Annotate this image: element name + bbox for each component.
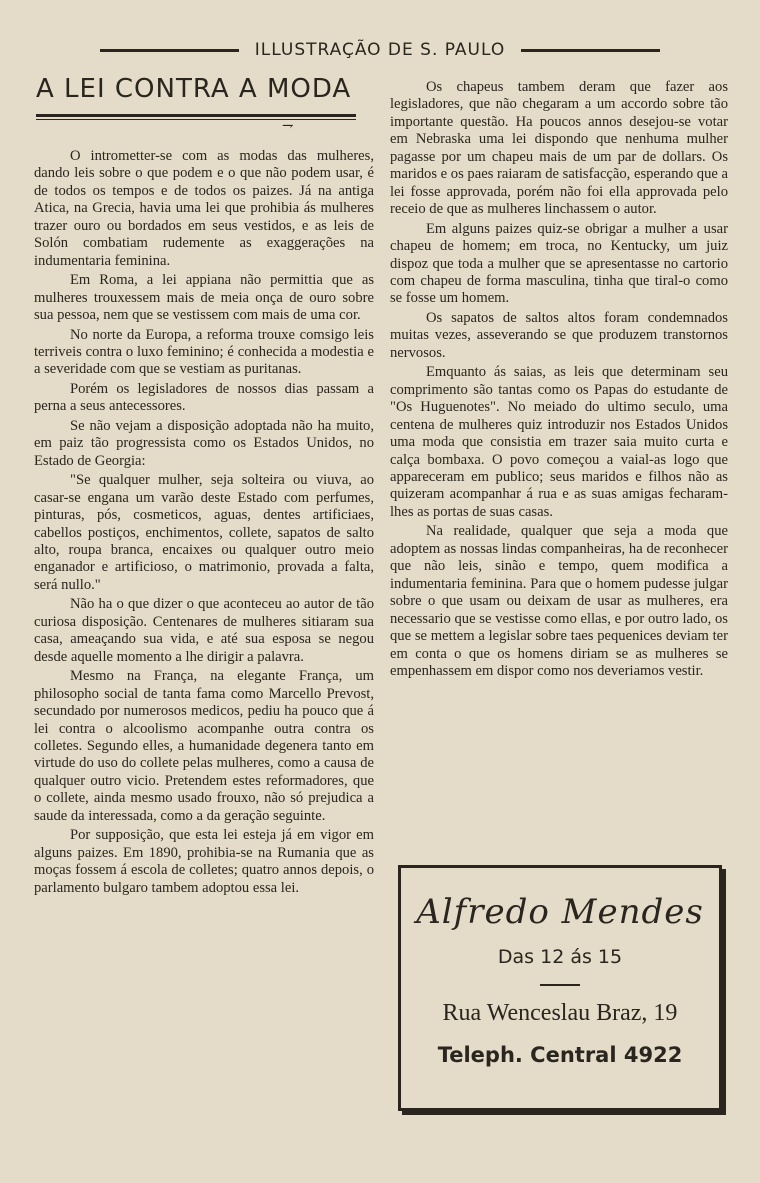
advertisement-box	[398, 865, 722, 1111]
paragraph: Porém os legisladores de nossos dias passam a perna a seus antecessores.	[34, 380, 374, 415]
title-underline-thin	[36, 119, 356, 120]
ad-hours: Das 12 ás 15	[497, 946, 623, 968]
running-header	[100, 38, 660, 62]
left-column	[34, 148, 374, 899]
paragraph: Os sapatos de saltos altos foram condemnados muitas vezes, asseverando se que produzem transtornos nervosos.	[390, 309, 728, 361]
right-column	[390, 79, 728, 682]
paragraph: Se não vejam a disposição adoptada não ha muito, em paiz tão progressista como os Estados Unidos, no Estado de Georgia:	[34, 417, 374, 469]
ad-address: Rua Wenceslau Braz, 19	[442, 1000, 678, 1026]
title-underline	[36, 114, 356, 117]
ad-phone: Teleph. Central 4922	[437, 1043, 683, 1067]
header-rule-right	[521, 49, 660, 52]
paragraph: Os chapeus tambem deram que fazer aos legisladores, que não chegaram a um accordo sobre tão importante questão. Ha poucos annos desejou-se votar em Nebraska uma lei dispondo que nenhuma mulher pagasse por um chapeu mais de um par de dollars. Os maridos e os paes raiaram de satisfacção, esperando que a lei fosse approvada, porém não foi ella approvada pelo receio de que as mulheres linchassem o autor.	[390, 79, 728, 218]
article-title: A LEI CONTRA A MODA	[36, 74, 352, 104]
paragraph: Na realidade, qualquer que seja a moda que adoptem as nossas lindas companheiras, ha de reconhecer que não leis, sinão e tempo, quem modifica a indumentaria feminina. Para que o homem pudesse julgar sobre o que usam ou deixam de usar as mulheres, era necessario que se vestisse como ellas, e por outro lado, os que se mettem a legislar sobre taes pequenices deviam ter em conta o que os homens diriam se as mulheres se empenhassem em dispor como nos deveriamos vestir.	[390, 523, 728, 679]
ad-divider	[540, 984, 580, 986]
quoted-law: "Se qualquer mulher, seja solteira ou viuva, ao casar-se engana um varão deste Estado com perfumes, pinturas, pós, cosmeticos, aguas, dentes artificiaes, cabellos postiços, enchimentos, collete, sapatos de salto alto, roupa branca, encaixes ou qualquer outro meio enganador e artificioso, o matrimonio, provada a falta, será nullo."	[34, 472, 374, 593]
ad-name: Alfredo Mendes	[416, 892, 704, 932]
paragraph: Em Roma, a lei appiana não permittia que as mulheres trouxessem mais de meia onça de ouro sobre sua pessoa, nem que se vestissem com mais de uma cor.	[34, 272, 374, 324]
paragraph: O intrometter-se com as modas das mulheres, dando leis sobre o que podem e o que não podem usar, é de todos os tempos e de todos os paizes. Já na antiga Atica, na Grecia, havia uma lei que prohibia ás mulheres trazer ouro ou bordados em seus vestidos, e as leis de Solón combatiam rudemente as exaggerações na indumentaria feminina.	[34, 148, 374, 269]
paragraph: Mesmo na França, na elegante França, um philosopho social de tanta fama como Marcello Prevost, secundado por numerosos medicos, pediu ha pouco que á lei contra o alcoolismo acompanhe outra contra os colletes. Segundo elles, a humanidade degenera tanto em virtude do uso do collete pelas mulheres, como a causa de qualquer outro vicio. Pretendem estes reformadores, que o collete, ainda mesmo usado frouxo, não só prejudica a saude da interessada, como a da geração seguinte.	[34, 668, 374, 824]
paragraph: Por supposição, que esta lei esteja já em vigor em alguns paizes. Em 1890, prohibia-se na Rumania que as moças fossem á escola de colletes; quatro annos depois, o parlamento bulgaro tambem adoptou essa lei.	[34, 827, 374, 896]
paragraph: Não ha o que dizer o que aconteceu ao autor de tão curiosa disposição. Centenares de mulheres sitiaram sua casa, ameaçando sua vida, e até sua esposa se negou desde aquelle momento a lhe dirigir a palavra.	[34, 596, 374, 665]
publication-title: ILLUSTRAÇÃO DE S. PAULO	[254, 40, 506, 60]
paragraph: Emquanto ás saias, as leis que determinam seu comprimento são tantas como os Papas do estudante de "Os Huguenotes". No meiado do ultimo seculo, uma centena de mulheres quiz introduzir nos Estados Unidos uma moda que consistia em trazer saia muito curta e calça bombaxa. O povo começou a vaial-as logo que appareceram em publico; seus maridos e filhos não as quizeram acompanhar á rua e as suas amigas fecharam-lhes as portas de suas casas.	[390, 364, 728, 520]
paragraph: No norte da Europa, a reforma trouxe comsigo leis terriveis contra o luxo feminino; é conhecida a modestia e a severidade com que se vestiam as puritanas.	[34, 326, 374, 378]
header-rule-left	[100, 49, 239, 52]
ornament-icon: ⇁	[282, 119, 294, 134]
paragraph: Em alguns paizes quiz-se obrigar a mulher a usar chapeu de homem; em troca, no Kentucky, um juiz dispoz que toda a mulher que se apresentasse no cartorio com chapeu de forma masculina, tinha que tiral-o como se fosse um homem.	[390, 220, 728, 307]
